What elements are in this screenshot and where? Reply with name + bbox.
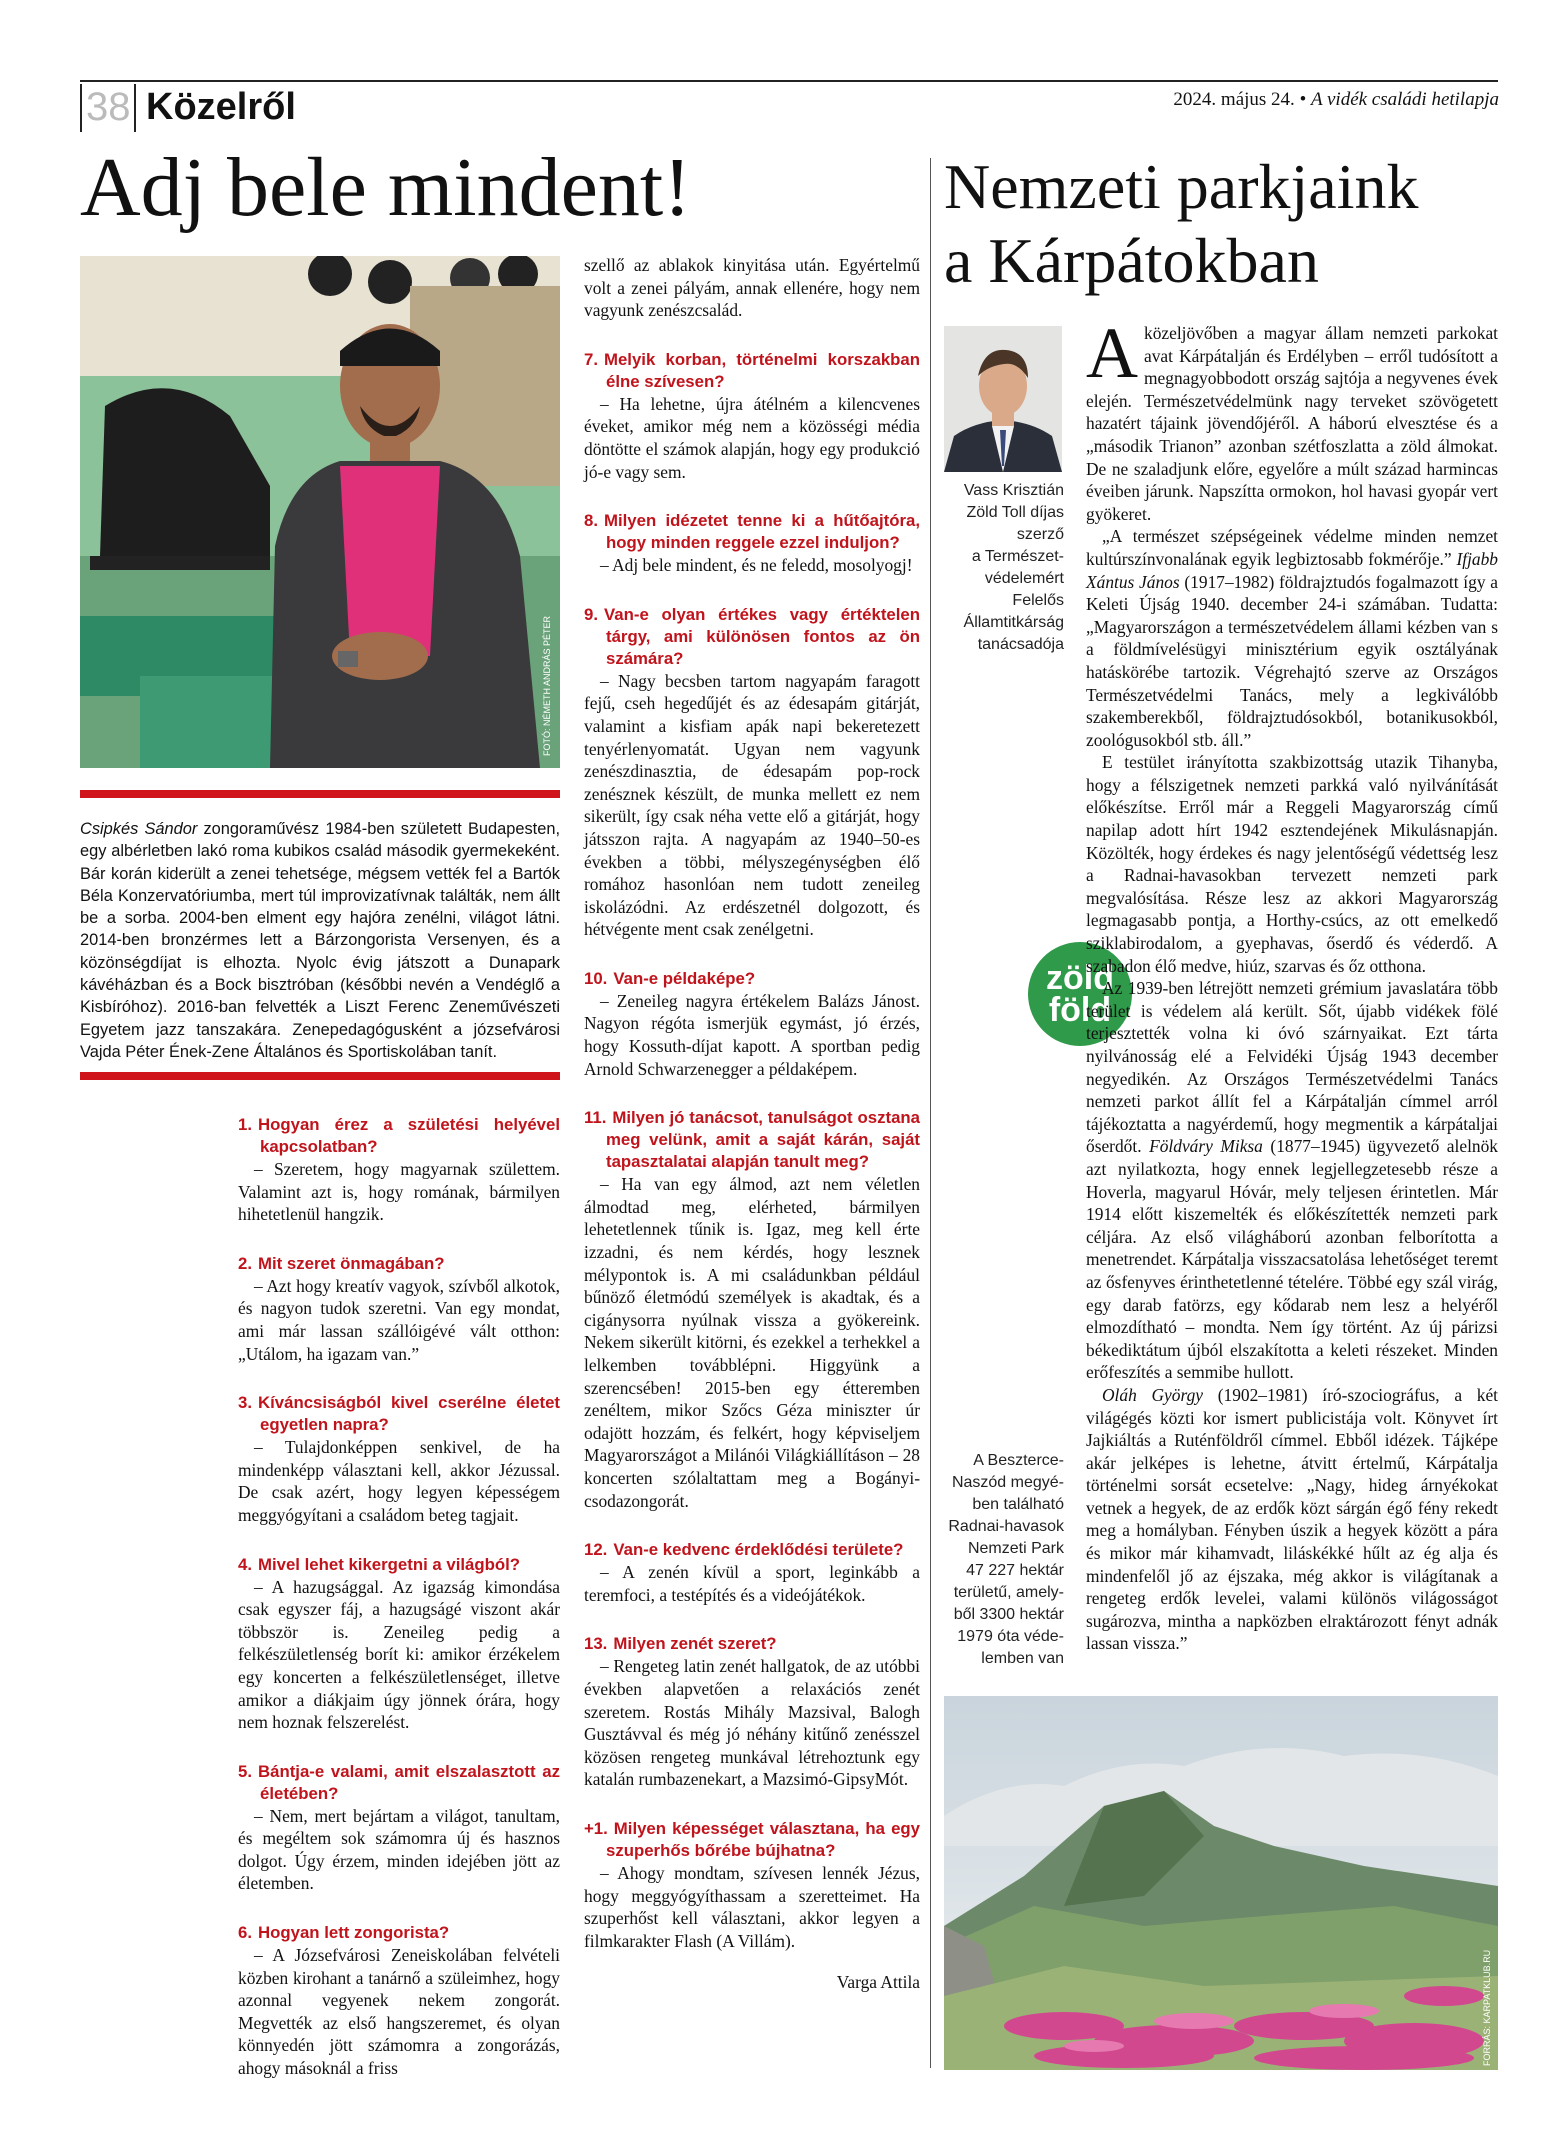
question-text: Bántja-e valami, amit elszalasztott az életében? [258,1761,560,1803]
author-photo [944,326,1062,472]
question [584,1633,920,1655]
intro-body: zongoraművész 1984-ben született Budapesten, egy albérletben lakó roma kubikos család második gyermekeként. Bár korán kiderült a zenei tehetsége, mégsem vették fel a Bartók Béla Konzervatóriumba, mert túl improvizatívnak találták, nem állt be a sorba. 2004-ben elment egy hajóra zenélni, világot látni. 2014-ben bronzérmes lett a Bárzongorista Versenyen, és a közönségdíjat is elhozta. Nyolc évig játszott a Dunapark kávéházban és a Bock bisztróban (későbbi nevén a Vendéglő a Kisbíróhoz). 2016-ban felvették a Liszt Ferenc Zeneművészeti Egyetem jazz tanszakára. Zenepedagógusként a józsefvárosi Vajda Péter Ének-Zene Általános és Sportiskolában tanít. [80,820,560,1061]
portrait-photo [80,256,560,768]
article-title: Adj bele mindent! [80,141,692,234]
right-title-line-2: a Kárpátokban [944,225,1319,296]
qa-item [584,1107,920,1512]
question [584,510,920,554]
question [584,1818,920,1862]
question-text: Van-e példaképe? [613,968,756,988]
qa-item [584,1818,920,1952]
question-number: 5. [238,1761,252,1781]
question-number: 9. [584,604,598,624]
caption-line: Radnai-havasok [948,1518,1064,1535]
answer-text: – Nagy becsben tartom nagyapám faragott fejű, cseh hegedűjét és az édesapám gitárját, valamint a kisfiam apák napi bekeretezett tenyérlenyomatát. Ugyan nem vagyunk zenészdinasztia, de édesapám pop-rock zenésznek készült, de munka mellett ez nem sikerült, így csak néha vette elő a gitárját, hogy játsszon rajta. A nagyapám az 1940–50-es években a többi, mélyszegénységben élő romához hasonlóan nem tudott zeneileg iskolázódni. Az erdészetnél dolgozott, és hétvégente ment csak zenélgetni. [584,670,920,940]
caption-line: területű, amely- [953,1584,1064,1601]
answer-text: – Ahogy mondtam, szívesen lennék Jézus, hogy meggyógyíthassam a szeretteimet. Ha szuperhőst kell választani, akkor legyen a filmkarakter Flash (A Villám). [584,1862,920,1951]
question-number: 3. [238,1393,252,1413]
question-text: Van-e kedvenc érdeklődési területe? [613,1540,904,1560]
qa-item [238,1392,560,1526]
question [238,1554,560,1576]
caption-line: a Természet- [971,548,1064,565]
logo-line-1: zöld [1046,959,1114,997]
answer-text: – Azt hogy kreatív vagyok, szívből alkotok, és nagyon tudok szeretni. Van egy mondat, ami már lassan szállóigévé vált otthon: „Utálom, ha igazam van.” [238,1275,560,1364]
header-rule [80,80,1498,82]
question-number: 11. [584,1108,607,1128]
interview-column-1 [238,1114,560,2107]
caption-line: Zöld Toll díjas [966,504,1064,521]
question-number: 8. [584,511,598,531]
park-caption [930,1450,1064,1670]
caption-line: Nemzeti Park [967,1540,1064,1557]
author-caption [930,480,1064,656]
right-article-title [944,150,1418,298]
portrait-illustration [80,256,560,768]
page-number-box [80,84,82,132]
question-text: Kíváncsiságból kivel cserélne életet egyetlen napra? [258,1393,560,1435]
answer-text: – Ha van egy álmod, azt nem véletlen álmodtad meg, elérheted, bármilyen lehetetlennek tűnik is. Igaz, meg kell érte izzadni, és nem kérdés, hogy lesznek mélypontok is. A mi családunkban például bűnöző életmódú személyek is akadtak, és a cigánysorra nyúlnak vissza a gyökereink. Nekem sikerült kitörni, és ezekkel a terhekkel a lelkemben továbblépni. Higgyünk a szerencsében! 2015-ben egy étteremben zenéltem, mikor Szőcs Géza miniszter úr odajött hozzám, és felkért, hogy képviseljem Magyarországot a Milánói Világkiállításon – 28 koncerten szólaltattam meg a Bogányi-csodazongorát. [584,1174,920,1511]
question [584,968,920,990]
answer-text: – Tulajdonképpen senkivel, de ha mindenképp választani kell, akkor Jézussal. De csak azért, hogy legyen képességem meggyógyítani a családom beteg tagjait. [238,1437,560,1525]
qa-item [238,1253,560,1365]
question [238,1922,560,1944]
answer-text: – Nem, mert bejártam a világot, tanultam, és megéltem sok számomra új és hasznos dolgot. Úgy érzem, minden idejében jött az életemben. [238,1805,560,1894]
question-number: 7. [584,349,598,369]
caption-line: ből 3300 hektár [953,1606,1064,1623]
qa-item [584,349,920,483]
caption-line: ben található [972,1496,1064,1513]
qa-item [238,1761,560,1895]
photo-credit: FOTÓ: NÉMETH ANDRÁS PÉTER [542,615,552,756]
qa-item [584,968,920,1080]
answer-text: – Rengeteg latin zenét hallgatok, de az utóbbi években alapvetően a relaxációs zenét szeretem. Rostás Mihály Mazsival, Balogh Gusztávval és még jó néhány kitűnő zenésszel közösen rengeteg munkával létrehoztunk egy katalán rumbazenekart, a Mazsimó-GipsyMót. [584,1656,920,1790]
qa-item [584,1539,920,1606]
caption-line: 1979 óta véde- [957,1628,1064,1645]
column-divider [930,158,931,2068]
caption-line: tanácsadója [977,636,1064,653]
caption-line: Vass Krisztián [963,482,1064,499]
mountain-photo [944,1696,1498,2070]
publication-name: A vidék családi hetilapja [1310,89,1499,110]
question [584,349,920,393]
qa-list-2 [584,349,920,1953]
qa-item [238,1922,560,2080]
caption-line: Naszód megyé- [951,1474,1064,1491]
intro-name: Csipkés Sándor [80,820,198,838]
paragraph-1: Aközeljövőben a magyar állam nemzeti parkokat avat Kárpátalján és Erdélyben – erről tudósított a megnagyobbodott ország sajtója a negyvenes évek elején. Természetvédelmünk nagy terveket szövögetett hazatért tájaink jövendőjéről. A háború elvesztése és a „második Trianon” azonban szétfoszlatta a zöld álmokat. De ne szaladjunk előre, egyelőre a múlt század harmincas éveiben járunk. Napszítta ormokon, hol havasi gyopár vert gyökeret. [1086,313,1498,524]
question-text: Milyen idézetet tenne ki a hűtőajtóra, hogy minden reggele ezzel induljon? [604,511,920,553]
page-number: 38 [86,85,131,129]
page-number-divider [134,84,136,132]
logo-line-2: föld [1048,991,1112,1029]
paragraph-2: „A természet szépségeinek védelme minden nemzet kultúrszínvonalának egyik legbiztosabb fokmérője.” Ifjabb Xántus János (1917–1982) földrajztudós fogalmazott így a Keleti Újság 1940. december 24-i számában. Tudatta: „Magyarországon a természetvédelem állami kézben van s a földmívelésügyi minisztérium egyik osztályának hatáskörébe tartozik. Végrehajtó szerve az Országos Természetvédelmi Tanács, mely a legkiválóbb szakemberekből, földrajztudósokból, botanikusokból, zoológusokból stb. áll.” [1086,526,1498,750]
qa-list-1 [238,1114,560,2080]
interview-column-2 [584,254,920,1994]
question-number: +1. [584,1818,608,1838]
caption-line: 47 227 hektár [966,1562,1064,1579]
mountain-photo-credit: FORRÁS: KARPATKLUB.RU [1482,1949,1492,2066]
caption-line: Államtitkárság [963,614,1064,631]
answer-text: – A Józsefvárosi Zeneiskolában felvételi közben kirohant a tanárnő a szüleimhez, hogy azonnal vegyenek nekem zongorát. Megvették az első hangszeremet, és olyan könnyedén jött számomra a zongorázás, ahogy másoknál a friss [238,1945,560,2079]
answer-text: – Ha lehetne, újra átélném a kilencvenes éveket, amikor még nem a közösségi média döntötte el számok alapján, hogy egy produkció jó-e vagy sem. [584,393,920,482]
qa-item [584,510,920,577]
intro-bottom-bar [80,1072,560,1080]
answer-text: – A zenén kívül a sport, leginkább a teremfoci, a testépítés és a videójátékok. [584,1562,920,1605]
question-number: 6. [238,1923,252,1943]
question-text: Hogyan érez a születési helyével kapcsolatban? [258,1115,560,1156]
column-2-lead: szellő az ablakok kinyitása után. Egyértelmű volt a zenei pályám, annak ellenére, hogy nem vagyunk zenészcsalád. [584,255,920,321]
qa-item [238,1114,560,1226]
question-number: 1. [238,1115,252,1134]
question [584,604,920,670]
caption-line: A Beszterce- [973,1452,1064,1469]
mountain-illustration [944,1696,1498,2070]
issue-line [1173,87,1499,113]
intro-text [80,818,560,1063]
caption-line: védelemért [984,570,1064,587]
paragraph-4: Az 1939-ben létrejött nemzeti grémium javaslatára több terület is védelem alá került. Sőt, újabb vidékek fölé terjesztették volna ki óvó szárnyaikat. Ezt tárta nyilvánosság elé a Felvidéki Újság 1943 december negyedikén. Az Országos Természetvédelmi Tanács nemzeti parkot állít fel a Kárpátalján címmel arról tájékoztatta a nagyérdemű, hogy megmentik a kárpátaljai őserdőt. Földváry Miksa (1877–1945) ügyvezető alelnök azt nyilatkozta, hogy ennek legjellegzetesebb része a Hoverla, magyarul Hóvár, mely teljesen érintetlen. Már 1914 előtt kiszemelték és előkészítették nemzeti park céljára. Az első világháború azonban felborította a menetrendet. Kárpátalja visszacsatolása lehetőséget teremt az ősfenyves érinthetetlenné tételére. Többé egy szál virág, egy darab fatörzs, egy kődarab nem lesz a helyéről elmozdítható – mondta. Nem így történt. Az új párizsi békediktátum újból elszakította a keleti részeket. Minden erőfeszítés a semmibe hullott. [1086,978,1498,1383]
question [238,1114,560,1158]
question-number: 10. [584,968,608,988]
section-title: Közelről [146,86,296,128]
answer-text: – Zeneileg nagyra értékelem Balázs Jánost. Nagyon régóta ismerjük egymást, jó érzés, hogy Kossuth-díjat kapott. A sportban pedig Arnold Schwarzenegger a példaképem. [584,990,920,1079]
question-text: Hogyan lett zongorista? [258,1923,450,1943]
right-title-line-1: Nemzeti parkjaink [944,151,1419,222]
answer-text: – Adj bele mindent, és ne feledd, mosolyogj! [600,555,913,576]
caption-line: Felelős [1012,592,1064,609]
paragraph-5: Oláh György (1902–1981) író-szociográfus, a két világégés közti kor ismert publicistája volt. Könyvet írt Jajkiáltás a Ruténföldről címmel. Ebből idézek. Tájképe akár jelképes is lehetne, átvitt értelmű, Kárpátalja történelmi sorsát ecsetelve: „Nagy, hideg árnyékokat vetnek a hegyek, de az erdők közt sárgán égő fény rekedt meg a homályban. Fényben úszik a hegyek között a pára és mikor már kihamvadt, liláskékké hűlt az ég alja és mindenfelől jő az éjszaka, még akkor is világítanak a rengeteg erdők levelei, valami különös világosságot sugározva, mintha a napközben elraktározott fényt adnák lassan vissza.” [1086,1384,1499,1654]
question-text: Milyen jó tanácsot, tanulságot osztana meg velünk, amit a saját kárán, saját tapasztalatai alapján tanult meg? [606,1108,920,1172]
paragraph-3: E testület irányította szakbizottság utazik Tihanyba, hogy a félszigetnek nemzeti parkká való nyilvánítását előkészítse. Erről már a Reggeli Magyarország című napilap adott hírt 1942 esztendejének Mikulásnapján. Közölték, hogy érdekes és nagy jelentőségű védettség lesz a Radnai-havasokban tervezett nemzeti park megvalósítása. Része lesz az akkori Magyarország legmagasabb pontja, a Horthy-csúcs, az ott emelkedő sziklabirodalom, a gyephavas, őserdő és véderdő. A szabadon élő medve, hiúz, szarvas és őz otthona. [1086,752,1498,976]
author-portrait [944,326,1062,472]
right-article-body [1086,313,1499,1655]
intro-top-bar [80,790,560,798]
answer-text: – A hazugsággal. Az igazság kimondása csak egyszer fáj, a hazugságé viszont akár többször is. Zeneileg pedig a felkészületlenség borít ki: amikor érzékelem egy koncerten a felkészületlenséget, illetve amikor a diákjaim úgy jönnek órára, hogy nem hoznak felszerelést. [238,1576,560,1733]
qa-item [584,604,920,941]
caption-line: szerző [1016,526,1064,543]
answer-text: – Szeretem, hogy magyarnak születtem. Valamint azt is, hogy romának, bármilyen hihetetlenül hangzik. [238,1159,560,1225]
question-text: Van-e olyan értékes vagy értéktelen tárgy, ami különösen fontos az ön számára? [604,604,920,668]
question [584,1107,920,1173]
question [238,1392,560,1436]
question-number: 12. [584,1540,608,1560]
qa-item [238,1554,560,1734]
question-number: 2. [238,1253,252,1273]
author-signature: Varga Attila [836,1972,920,1993]
question-text: Mivel lehet kikergetni a világból? [258,1554,521,1574]
issue-date: 2024. május 24. [1173,89,1295,110]
question-number: 13. [584,1634,608,1654]
question-text: Milyen képességet választana, ha egy szuperhős bőrébe bújhatna? [606,1818,920,1860]
question [238,1761,560,1805]
question-number: 4. [238,1554,252,1574]
qa-item [584,1633,920,1791]
drop-cap: A [1086,313,1138,393]
question [584,1539,920,1561]
question [238,1253,560,1275]
question-text: Mit szeret önmagában? [258,1253,445,1273]
issue-bullet: • [1299,89,1307,110]
question-text: Melyik korban, történelmi korszakban élne szívesen? [604,349,920,391]
question-text: Milyen zenét szeret? [613,1634,777,1654]
caption-line: lemben van [981,1650,1064,1667]
